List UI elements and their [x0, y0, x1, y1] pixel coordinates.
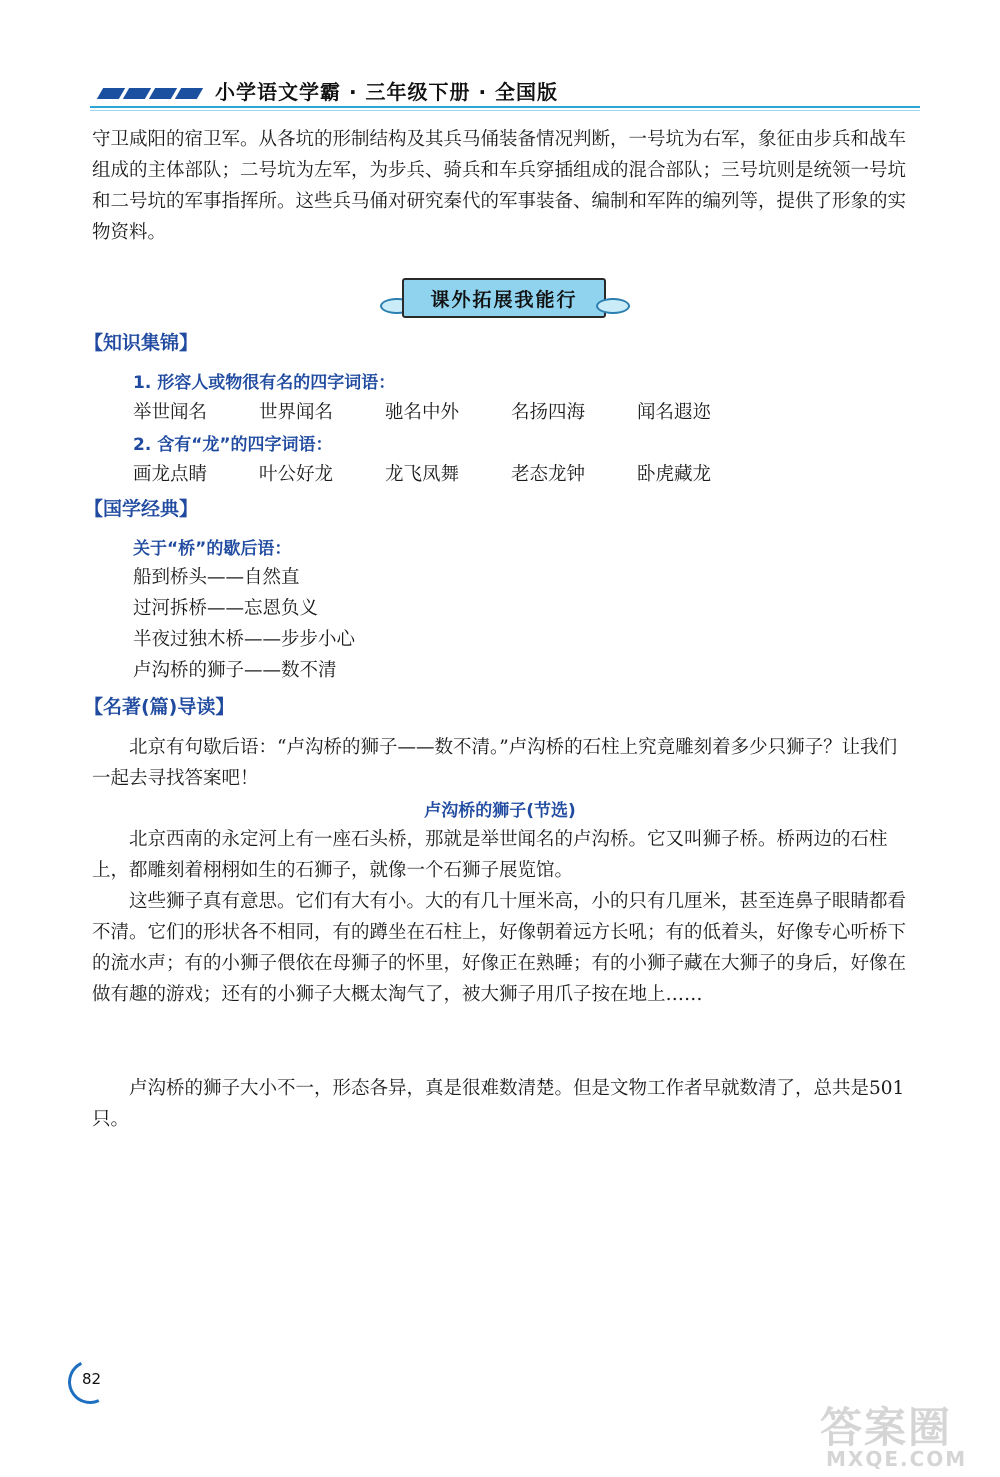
word-item: 叶公好龙 [259, 464, 334, 485]
watermark-url: MXQE.COM [826, 1447, 968, 1471]
word-item: 名扬四海 [511, 402, 586, 423]
banner-right-ornament [596, 298, 630, 314]
xiehouyu-item: 半夜过独木桥——步步小心 [133, 629, 356, 650]
word-item: 世界闻名 [259, 402, 334, 423]
reading-heading: 【名著(篇)导读】 [84, 696, 235, 718]
knowledge-group2-title: 2. 含有“龙”的四字词语： [133, 435, 333, 455]
word-item: 老态龙钟 [511, 464, 586, 485]
watermark-text: 答案圈 [820, 1403, 953, 1452]
classics-heading: 【国学经典】 [84, 498, 199, 520]
page-number-badge [68, 1360, 112, 1404]
word-item: 举世闻名 [133, 402, 208, 423]
header-title: 小学语文学霸 · 三年级下册 · 全国版 [215, 80, 559, 104]
watermark-logo [820, 1395, 990, 1470]
header-rule [90, 106, 920, 108]
reading-title: 卢沟桥的狮子(节选) [424, 801, 576, 821]
reading-paragraph-3: 卢沟桥的狮子大小不一，形态各异，真是很难数清楚。但是文物工作者早就数清了，总共是501只。 [92, 1078, 905, 1130]
knowledge-group1-title: 1. 形容人或物很有名的四字词语： [133, 373, 396, 393]
header-stripes-decoration [100, 88, 200, 99]
reading-lead: 北京有句歇后语：“卢沟桥的狮子——数不清。”卢沟桥的石柱上究竟雕刻着多少只狮子？让我们一起去寻找答案吧！ [92, 737, 898, 789]
word-item: 龙飞凤舞 [385, 464, 460, 485]
page-number: 82 [82, 1370, 102, 1388]
reading-paragraph-1: 北京西南的永定河上有一座石头桥，那就是举世闻名的卢沟桥。它又叫狮子桥。桥两边的石柱上，都雕刻着栩栩如生的石狮子，就像一个石狮子展览馆。 [92, 829, 888, 881]
xiehouyu-item: 过河拆桥——忘恩负义 [133, 598, 319, 619]
reading-paragraph-2: 这些狮子真有意思。它们有大有小。大的有几十厘米高，小的只有几厘米，甚至连鼻子眼睛都看不清。它们的形状各不相同，有的蹲坐在石柱上，好像朝着远方长吼；有的低着头，好像专心听桥下的流水声；有的小狮子偎依在母狮子的怀里，好像正在熟睡；有的小狮子藏在大狮子的身后，好像在做有趣的游戏；还有的小狮子大概太淘气了，被大狮子用爪子按在地上…… [92, 891, 907, 1005]
banner-label: 课外拓展我能行 [402, 278, 606, 318]
word-item: 画龙点睛 [133, 464, 208, 485]
classics-subtitle: 关于“桥”的歇后语： [133, 539, 292, 559]
section-banner [380, 278, 630, 320]
intro-paragraph: 守卫咸阳的宿卫军。从各坑的形制结构及其兵马俑装备情况判断，一号坑为右军，象征由步兵和战车组成的主体部队；二号坑为左军，为步兵、骑兵和车兵穿插组成的混合部队；三号坑则是统领一号坑和二号坑的军事指挥所。这些兵马俑对研究秦代的军事装备、编制和军阵的编列等，提供了形象的实物资料。 [92, 129, 907, 243]
xiehouyu-item: 卢沟桥的狮子——数不清 [133, 660, 337, 681]
page-header [90, 72, 920, 112]
word-item: 驰名中外 [385, 402, 460, 423]
knowledge-heading: 【知识集锦】 [84, 332, 199, 354]
word-item: 卧虎藏龙 [637, 464, 712, 485]
word-item: 闻名遐迩 [637, 402, 712, 423]
header-rule-thin [90, 110, 920, 111]
xiehouyu-item: 船到桥头——自然直 [133, 567, 300, 588]
